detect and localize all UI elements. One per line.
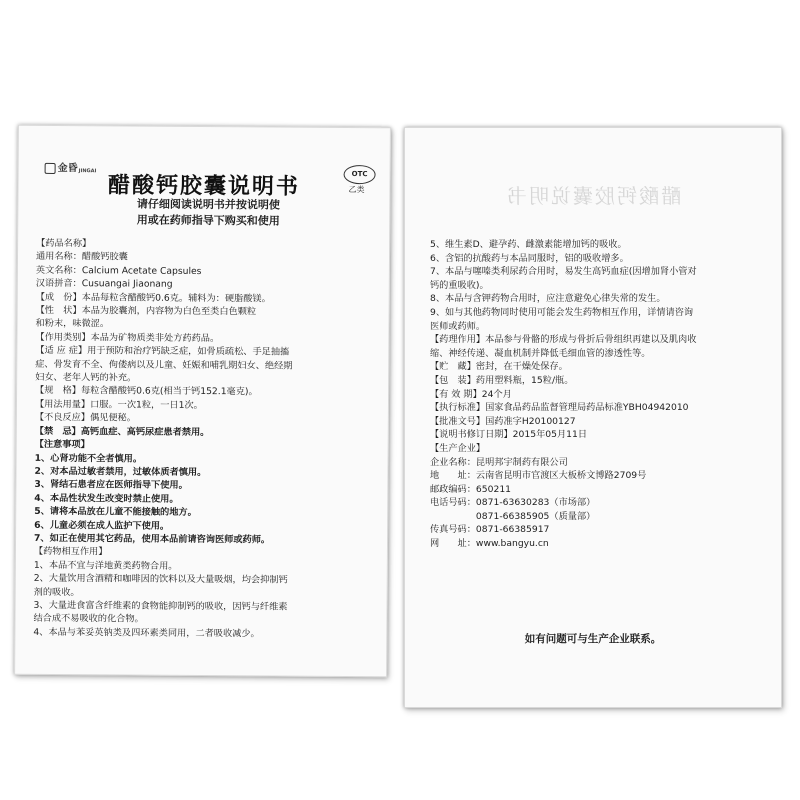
brand-logo-subtext: JINGAI [78,168,97,175]
text-line: 0871-66385905（质量部） [430,510,596,522]
text-line: 【不良反应】偶见便秘。 [34,412,136,424]
text-line: 汉语拼音：Cusuangai Jiaonang [35,278,173,291]
otc-class-label: 乙类 [348,185,365,195]
text-line: 【贮 藏】密封，在干燥处保存。 [430,361,568,373]
footer-note: 如有问题可与生产企业联系。 [524,633,662,645]
text-line: 缩、神经传递、凝血机制并降低毛细血管的渗透性等。 [430,347,651,359]
subtitle-line-2: 用或在药师指导下购买和使用 [136,213,280,228]
text-line: 【药理作用】本品参与骨骼的形成与骨折后骨组织再建以及肌肉收 [430,334,697,346]
leaflet-subtitle [78,196,338,230]
text-line: 电话号码：0871-63630283（市场部） [430,497,596,509]
text-line: 网 址：www.bangyu.cn [430,538,549,550]
text-line: 4、本品与苯妥英钠类及四环素类同用，二者吸收减少。 [33,626,260,640]
text-line: 【作用类别】本品为矿物质类非处方药药品。 [35,331,220,344]
text-line: 妇女、老年人钙的补充。 [35,371,137,384]
text-line: 邮政编码：650211 [430,483,512,495]
section-heading-precautions: 【注意事项】 [34,438,90,451]
leaflet-title: 醋酸钙胶囊说明书 [107,173,301,200]
text-line-bold: 2、对本品过敏者禁用，过敏体质者慎用。 [34,465,207,478]
text-line: 【性 状】本品为胶囊剂，内容物为白色至类白色颗粒 [35,304,257,318]
section-heading-name: 【药品名称】 [36,237,92,250]
text-line: 地 址：云南省昆明市官渡区大板桥文博路2709号 [430,470,647,482]
text-line: 钙的重吸收)。 [430,279,489,291]
otc-badge: OTC [344,165,376,184]
text-line: 【适 应 症】用于预防和治疗钙缺乏症，如骨质疏松、手足抽搐 [35,345,290,358]
show-through-title: 醋酸钙胶囊说明书 [505,184,681,208]
text-line: 【规 格】每粒含醋酸钙0.6克(相当于钙152.1毫克)。 [35,385,258,398]
text-line: 医师或药师。 [430,320,486,332]
subtitle-line-1: 请仔细阅读说明书并按说明使 [136,197,280,212]
text-line: 【有 效 期】24个月 [430,388,512,400]
right-body-text [430,238,770,551]
section-heading-manufacturer: 【生产企业】 [430,442,486,454]
text-line: 【执行标准】国家食品药品监督管理局药品标准YBH04942010 [430,402,689,414]
text-line: 英文名称：Calcium Acetate Capsules [35,264,202,277]
text-line-bold: 7、如正在使用其它药品，使用本品前请咨询医师或药师。 [33,532,271,546]
brand-logo-text: 金昏 [57,162,78,175]
leaflet-page-left [14,125,391,678]
left-body-text [33,237,381,642]
text-line: 【成 份】本品每粒含醋酸钙0.6克。辅料为：硬脂酸镁。 [35,291,271,305]
text-line-bold: 3、肾结石患者应在医师指导下使用。 [34,479,188,492]
text-line: 3、大量进食富含纤维素的食物能抑制钙的吸收，因钙与纤维素 [33,599,288,613]
text-line: 2、大量饮用含酒精和咖啡因的饮料以及大量吸烟，均会抑制钙 [33,572,288,586]
section-heading-interactions: 【药物相互作用】 [33,546,108,558]
text-line: 5、维生素D、避孕药、雌激素能增加钙的吸收。 [430,239,627,250]
text-line: 【批准文号】国药准字H20100127 [430,415,576,427]
text-line-bold: 4、本品性状发生改变时禁止使用。 [34,492,179,505]
text-line-bold: 1、心肾功能不全者慎用。 [34,452,143,465]
text-line: 传真号码：0871-66385917 [430,524,550,536]
leaflet-page-right [404,127,782,708]
text-line: 8、本品与含钾药物合用时，应注意避免心律失常的发生。 [430,293,666,305]
text-line: 【用法用量】口服。一次1粒，一日1次。 [34,398,203,411]
text-line: 7、本品与噻嗪类利尿药合用时，易发生高钙血症(因增加肾小管对 [430,266,697,278]
text-line: 1、本品不宜与洋地黄类药物合用。 [33,559,178,572]
text-line: 【包 装】药用塑料瓶，15粒/瓶。 [430,374,574,386]
text-line: 9、如与其他药物同时使用可能会发生药物相互作用，详情请咨询 [430,306,694,318]
text-line: 【说明书修订日期】2015年05月11日 [430,429,588,441]
text-line: 结合成不易吸收的化合物。 [33,613,144,625]
text-line-bold: 5、请将本品放在儿童不能接触的地方。 [34,505,197,519]
text-line: 症、骨发育不全、佝偻病以及儿童、妊娠和哺乳期妇女、绝经期 [35,358,293,372]
text-line-bold: 【禁 忌】高钙血症、高钙尿症患者禁用。 [34,425,210,438]
text-line: 6、含铝的抗酸药与本品同服时，铝的吸收增多。 [430,252,629,264]
text-line-bold: 6、儿童必须在成人监护下使用。 [34,519,170,532]
text-line: 和粉末，味微涩。 [35,318,110,330]
text-line: 通用名称：醋酸钙胶囊 [35,251,128,263]
text-line: 企业名称：昆明邦宇制药有限公司 [430,456,568,468]
text-line: 剂的吸收。 [33,586,80,598]
